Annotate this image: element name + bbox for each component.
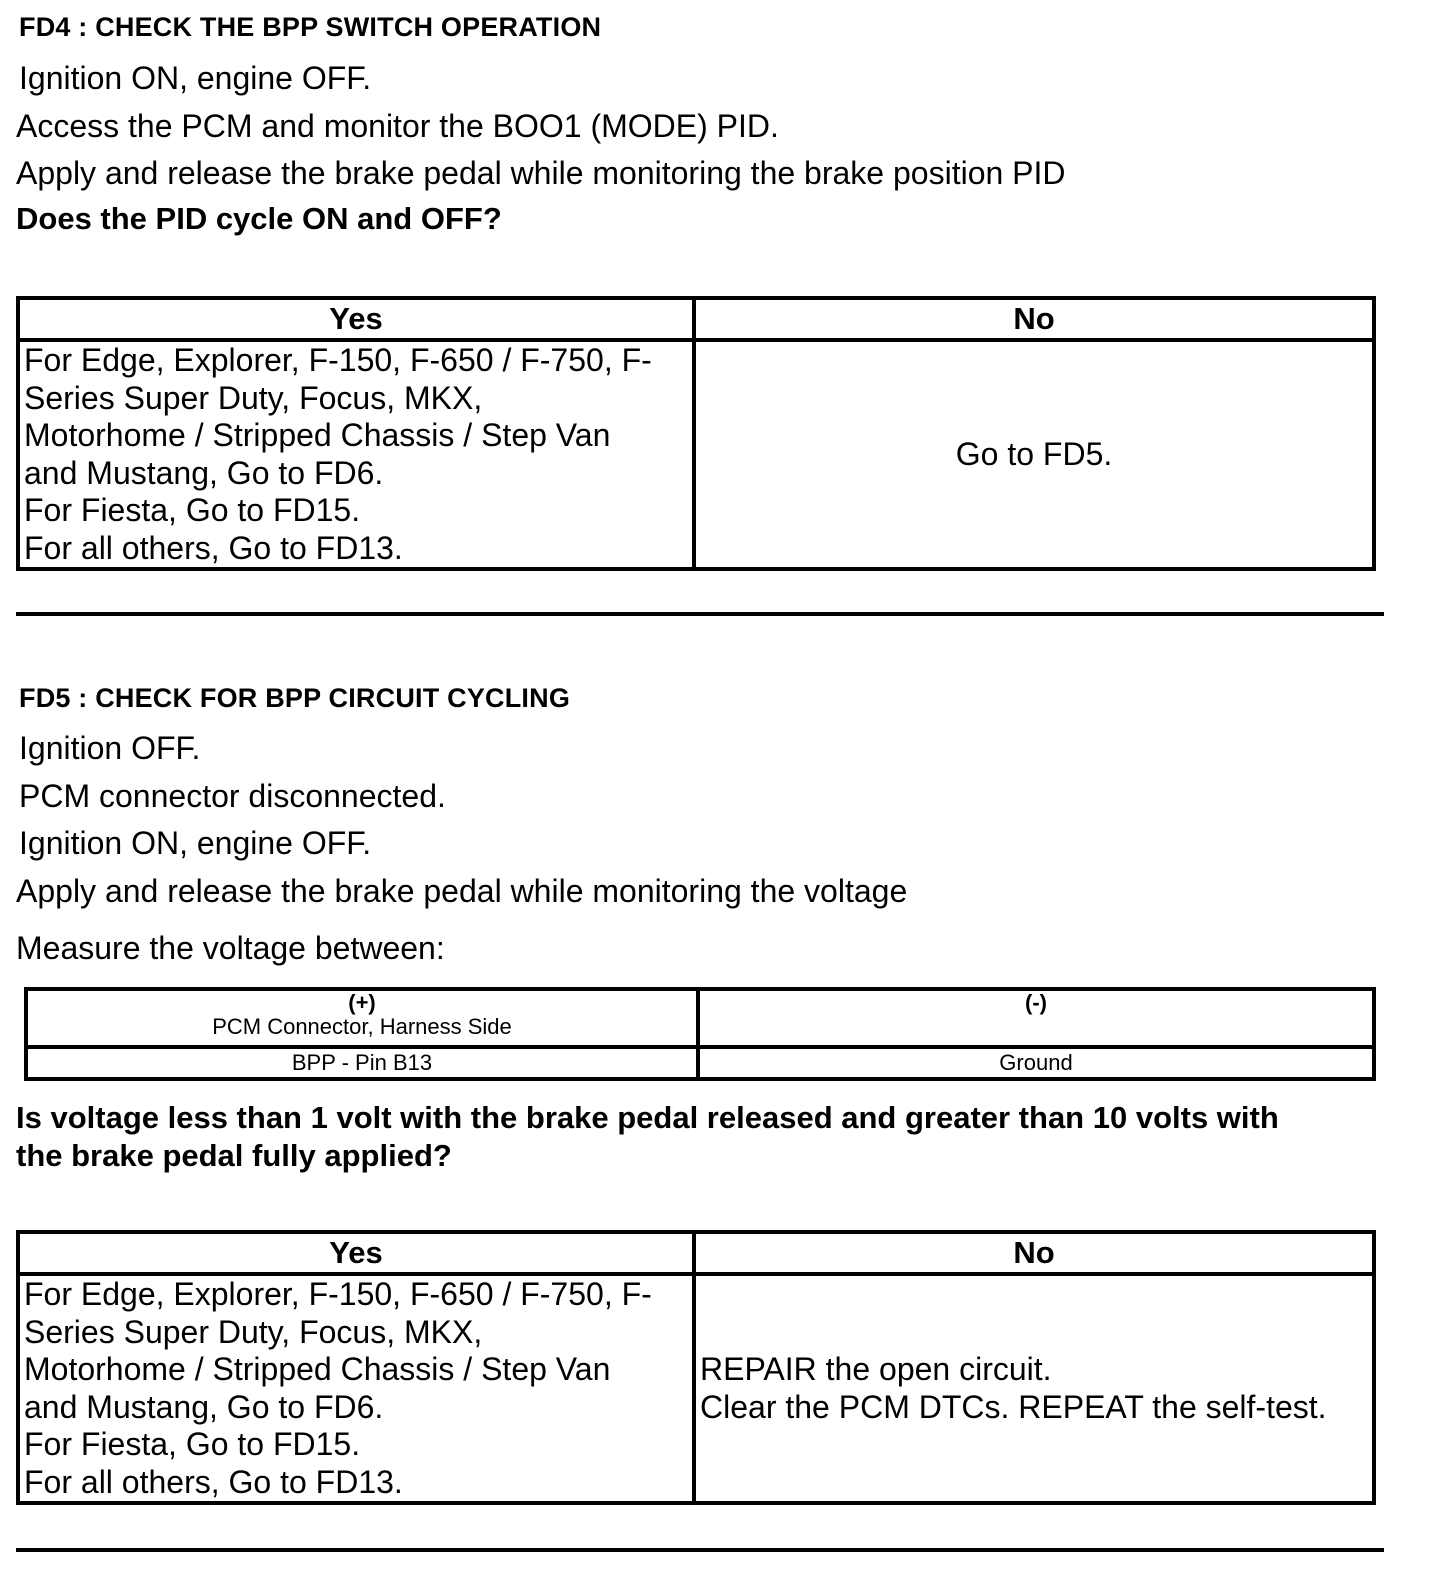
fd5-step-3: Ignition ON, engine OFF. xyxy=(19,825,372,861)
measurement-table xyxy=(24,987,1376,1081)
yes-header: Yes xyxy=(18,1232,694,1274)
yes-line: Series Super Duty, Focus, MKX, xyxy=(24,1313,483,1350)
section-divider xyxy=(16,612,1384,616)
no-header: No xyxy=(694,1232,1374,1274)
fd4-heading: FD4 : CHECK THE BPP SWITCH OPERATION xyxy=(19,12,602,42)
yes-line: For Fiesta, Go to FD15. xyxy=(24,1426,361,1462)
fd5-step-2: PCM connector disconnected. xyxy=(19,778,446,814)
minus-terminal-header xyxy=(698,989,1374,1047)
fd5-result-table xyxy=(16,1230,1376,1505)
yes-line: Series Super Duty, Focus, MKX, xyxy=(24,379,483,416)
section-divider xyxy=(16,1548,1384,1552)
yes-line: For Edge, Explorer, F-150, F-650 / F-750, F- xyxy=(24,1276,652,1312)
question-line: the brake pedal fully applied? xyxy=(16,1138,452,1173)
yes-line: Motorhome / Stripped Chassis / Step Van xyxy=(24,1351,611,1387)
fd4-step-2: Access the PCM and monitor the BOO1 (MODE) PID. xyxy=(16,108,779,144)
yes-cell xyxy=(18,1274,694,1503)
fd4-result-table xyxy=(16,296,1376,571)
plus-symbol: (+) xyxy=(348,990,376,1015)
yes-line: For Fiesta, Go to FD15. xyxy=(24,492,361,528)
no-cell xyxy=(694,1274,1374,1503)
yes-line: For all others, Go to FD13. xyxy=(24,529,403,566)
no-line: Clear the PCM DTCs. REPEAT the self-test. xyxy=(700,1388,1327,1425)
fd4-step-1: Ignition ON, engine OFF. xyxy=(19,60,372,96)
fd4-step-3: Apply and release the brake pedal while monitoring the brake position PID xyxy=(16,155,1066,191)
fd4-question: Does the PID cycle ON and OFF? xyxy=(16,201,502,236)
yes-line: and Mustang, Go to FD6. xyxy=(24,1388,384,1425)
fd5-heading: FD5 : CHECK FOR BPP CIRCUIT CYCLING xyxy=(19,683,571,713)
fd5-step-1: Ignition OFF. xyxy=(19,730,201,766)
yes-cell xyxy=(18,340,694,569)
plus-value: BPP - Pin B13 xyxy=(26,1047,698,1079)
yes-line: and Mustang, Go to FD6. xyxy=(24,454,384,491)
measure-label: Measure the voltage between: xyxy=(16,930,445,966)
minus-symbol: (-) xyxy=(1025,990,1047,1015)
yes-header: Yes xyxy=(18,298,694,340)
fd5-step-4: Apply and release the brake pedal while monitoring the voltage xyxy=(16,873,908,909)
fd5-question xyxy=(16,1099,1279,1175)
question-line: Is voltage less than 1 volt with the brake pedal released and greater than 10 volts with xyxy=(16,1100,1279,1135)
yes-line: Motorhome / Stripped Chassis / Step Van xyxy=(24,417,611,453)
no-line: REPAIR the open circuit. xyxy=(700,1351,1052,1387)
minus-value: Ground xyxy=(698,1047,1374,1079)
yes-line: For Edge, Explorer, F-150, F-650 / F-750, F- xyxy=(24,342,652,378)
plus-subheader: PCM Connector, Harness Side xyxy=(212,1014,512,1039)
no-cell: Go to FD5. xyxy=(694,340,1374,569)
no-header: No xyxy=(694,298,1374,340)
plus-terminal-header xyxy=(26,989,698,1047)
yes-line: For all others, Go to FD13. xyxy=(24,1463,403,1500)
